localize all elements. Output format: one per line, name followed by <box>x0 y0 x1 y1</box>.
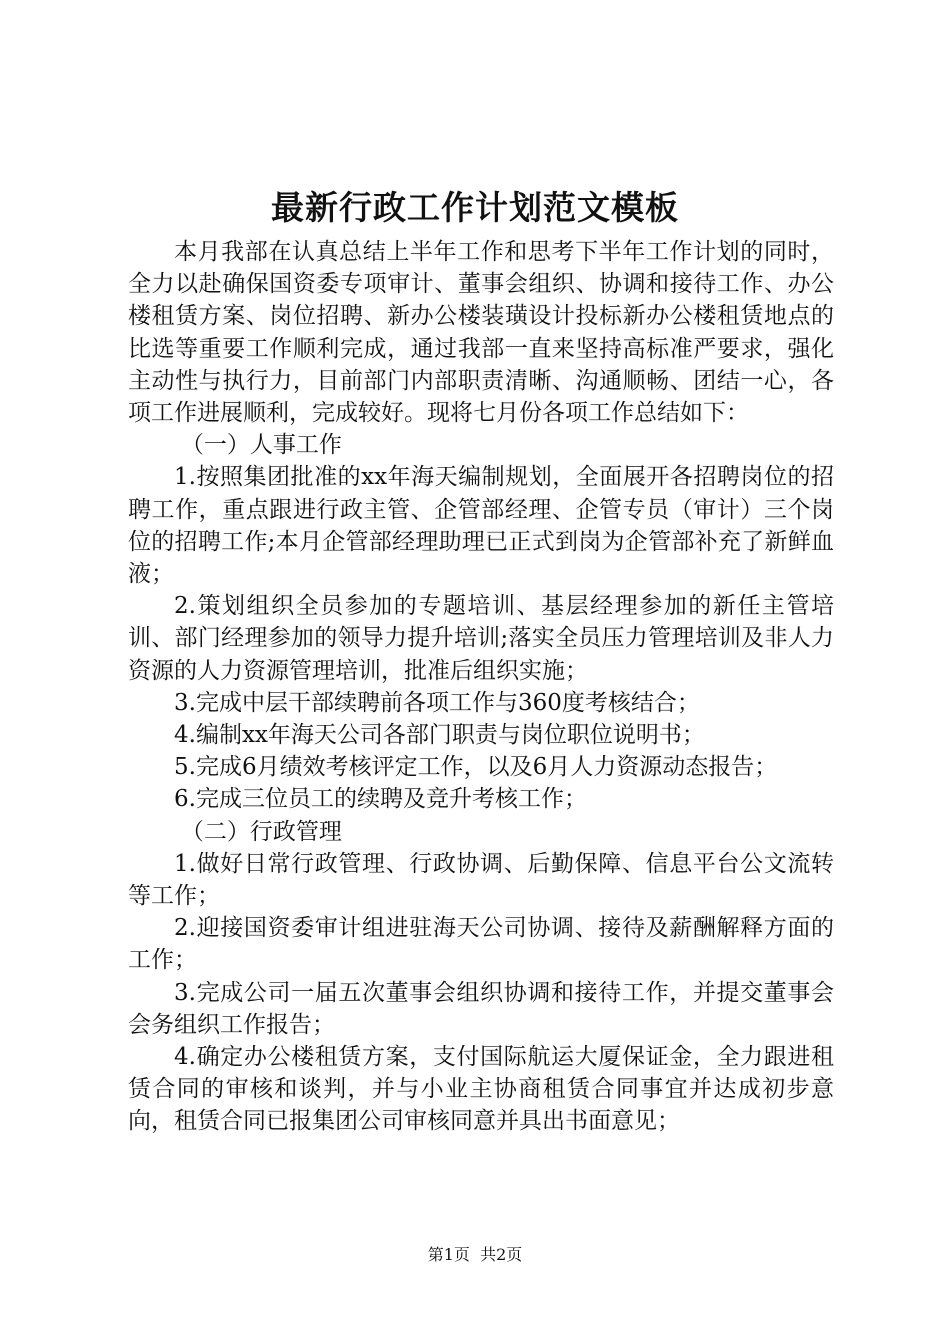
list-item: 1.做好日常行政管理、行政协调、后勤保障、信息平台公文流转等工作； <box>128 850 834 910</box>
section-heading-admin: （二）行政管理 <box>180 818 342 845</box>
page-total: 共2页 <box>480 1245 523 1264</box>
document-title: 最新行政工作计划范文模板 <box>271 188 679 227</box>
list-item: 2.迎接国资委审计组进驻海天公司协调、接待及薪酬解释方面的工作； <box>128 915 834 974</box>
list-item: 5.完成6月绩效考核评定工作，以及6月人力资源动态报告； <box>174 754 778 781</box>
list-item: 4.确定办公楼租赁方案，支付国际航运大厦保证金，全力跟进租赁合同的审核和谈判，并与小业主协商租赁合同事宜并达成初步意向，租赁合同已报集团公司审核同意并具出书面意见； <box>128 1044 834 1135</box>
list-item: 2.策划组织全员参加的专题培训、基层经理参加的新任主管培训、部门经理参加的领导力提升培训;落实全员压力管理培训及非人力资源的人力资源管理培训，批准后组织实施； <box>128 593 834 684</box>
list-item: 3.完成中层干部续聘前各项工作与360度考核结合； <box>174 689 700 716</box>
page-number: 第1页 <box>427 1245 470 1264</box>
document-body <box>128 236 834 1138</box>
list-item: 4.编制xx年海天公司各部门职责与岗位职位说明书； <box>174 722 705 749</box>
page-footer <box>0 1244 950 1266</box>
section-heading-personnel: （一）人事工作 <box>180 432 342 459</box>
intro-paragraph: 本月我部在认真总结上半年工作和思考下半年工作计划的同时，全力以赴确保国资委专项审计、董事会组织、协调和接待工作、办公楼租赁方案、岗位招聘、新办公楼装璜设计投标新办公楼租赁地点的比选等重要工作顺利完成，通过我部一直来坚持高标准严要求，强化主动性与执行力，目前部门内部职责清晰、沟通顺畅、团结一心，各项工作进展顺利，完成较好。现将七月份各项工作总结如下： <box>128 239 834 427</box>
list-item: 6.完成三位员工的续聘及竞升考核工作； <box>174 786 587 813</box>
list-item: 1.按照集团批准的xx年海天编制规划，全面展开各招聘岗位的招聘工作，重点跟进行政主管、企管部经理、企管专员（审计）三个岗位的招聘工作;本月企管部经理助理已正式到岗为企管部补充了新鲜血液； <box>128 464 834 588</box>
list-item: 3.完成公司一届五次董事会组织协调和接待工作，并提交董事会会务组织工作报告； <box>128 979 834 1038</box>
